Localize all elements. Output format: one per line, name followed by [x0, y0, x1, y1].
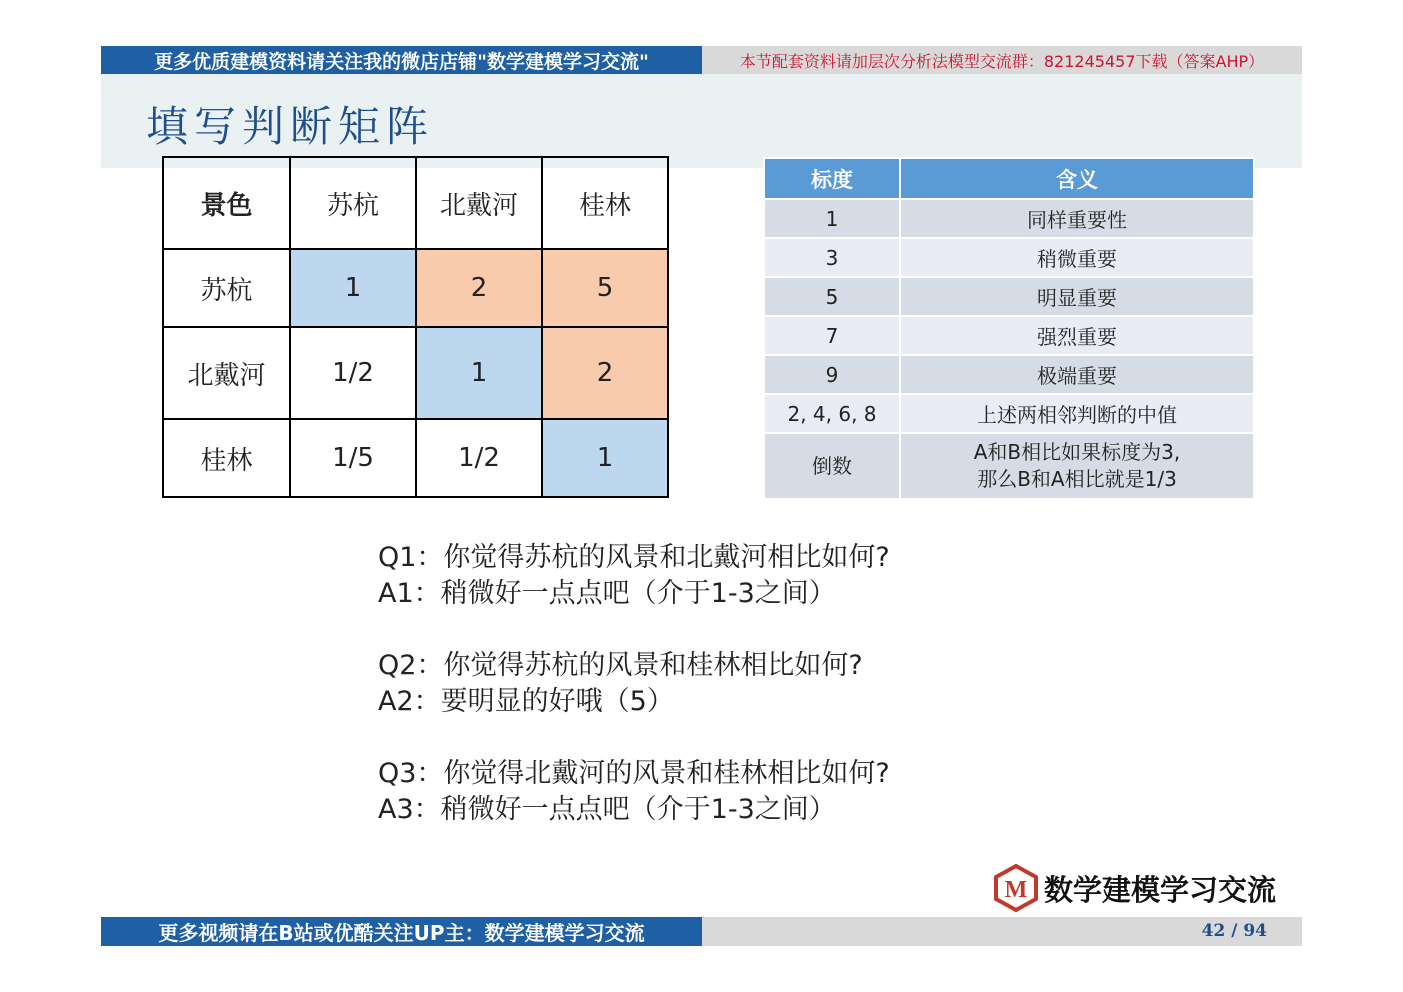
- matrix-col-header: 北戴河: [416, 157, 542, 249]
- meaning-header: 含义: [900, 158, 1254, 199]
- scale-meaning: 极端重要: [900, 355, 1254, 394]
- matrix-cell: 1: [416, 327, 542, 419]
- question: Q2：你觉得苏杭的风景和桂林相比如何?: [378, 650, 863, 681]
- matrix-cell: 1/2: [416, 419, 542, 497]
- matrix-cell: 5: [542, 249, 668, 327]
- scale-value: 2, 4, 6, 8: [764, 394, 900, 433]
- scale-meaning-line: 那么B和A相比就是1/3: [977, 467, 1177, 491]
- qa-block: [378, 540, 890, 828]
- matrix-row-header: 桂林: [163, 419, 290, 497]
- scale-header: 标度: [764, 158, 900, 199]
- hexagon-m-icon: [992, 864, 1040, 912]
- question: Q1：你觉得苏杭的风景和北戴河相比如何?: [378, 542, 890, 573]
- matrix-col-header: 桂林: [542, 157, 668, 249]
- page-number: 42 / 94: [1201, 921, 1267, 941]
- header-promo-right: 本节配套资料请加层次分析法模型交流群：821245457下载（答案AHP）: [702, 46, 1302, 74]
- scale-value: 5: [764, 277, 900, 316]
- scale-meaning: 强烈重要: [900, 316, 1254, 355]
- scale-value: 倒数: [764, 433, 900, 499]
- footer-bar: [702, 917, 1302, 946]
- scale-table: [763, 157, 1255, 500]
- scale-meaning-line: A和B相比如果标度为3,: [973, 440, 1181, 464]
- matrix-row-header: 苏杭: [163, 249, 290, 327]
- logo-mark-letter: M: [1004, 877, 1028, 903]
- scale-value: 7: [764, 316, 900, 355]
- scale-meaning: 同样重要性: [900, 199, 1254, 238]
- answer: A1：稍微好一点点吧（介于1-3之间）: [378, 578, 836, 609]
- matrix-cell: 1: [542, 419, 668, 497]
- matrix-col-header: 苏杭: [290, 157, 416, 249]
- matrix-cell: 2: [542, 327, 668, 419]
- matrix-cell: 1/5: [290, 419, 416, 497]
- scale-meaning: [900, 433, 1254, 499]
- answer: A3：稍微好一点点吧（介于1-3之间）: [378, 794, 836, 825]
- scale-value: 3: [764, 238, 900, 277]
- scale-meaning: 稍微重要: [900, 238, 1254, 277]
- footer-promo: 更多视频请在B站或优酷关注UP主：数学建模学习交流: [101, 917, 702, 946]
- header-promo-left: 更多优质建模资料请关注我的微店店铺"数学建模学习交流": [101, 46, 702, 74]
- matrix-corner: 景色: [163, 157, 290, 249]
- matrix-cell: 1/2: [290, 327, 416, 419]
- brand-logo: [992, 864, 1276, 912]
- scale-value: 1: [764, 199, 900, 238]
- page-title: 填写判断矩阵: [146, 102, 435, 151]
- matrix-cell: 1: [290, 249, 416, 327]
- answer: A2：要明显的好哦（5）: [378, 686, 674, 717]
- judgment-matrix: [162, 156, 669, 498]
- matrix-row-header: 北戴河: [163, 327, 290, 419]
- logo-text: 数学建模学习交流: [1044, 872, 1277, 907]
- scale-meaning: 明显重要: [900, 277, 1254, 316]
- scale-value: 9: [764, 355, 900, 394]
- question: Q3：你觉得北戴河的风景和桂林相比如何?: [378, 758, 890, 789]
- scale-meaning: 上述两相邻判断的中值: [900, 394, 1254, 433]
- matrix-cell: 2: [416, 249, 542, 327]
